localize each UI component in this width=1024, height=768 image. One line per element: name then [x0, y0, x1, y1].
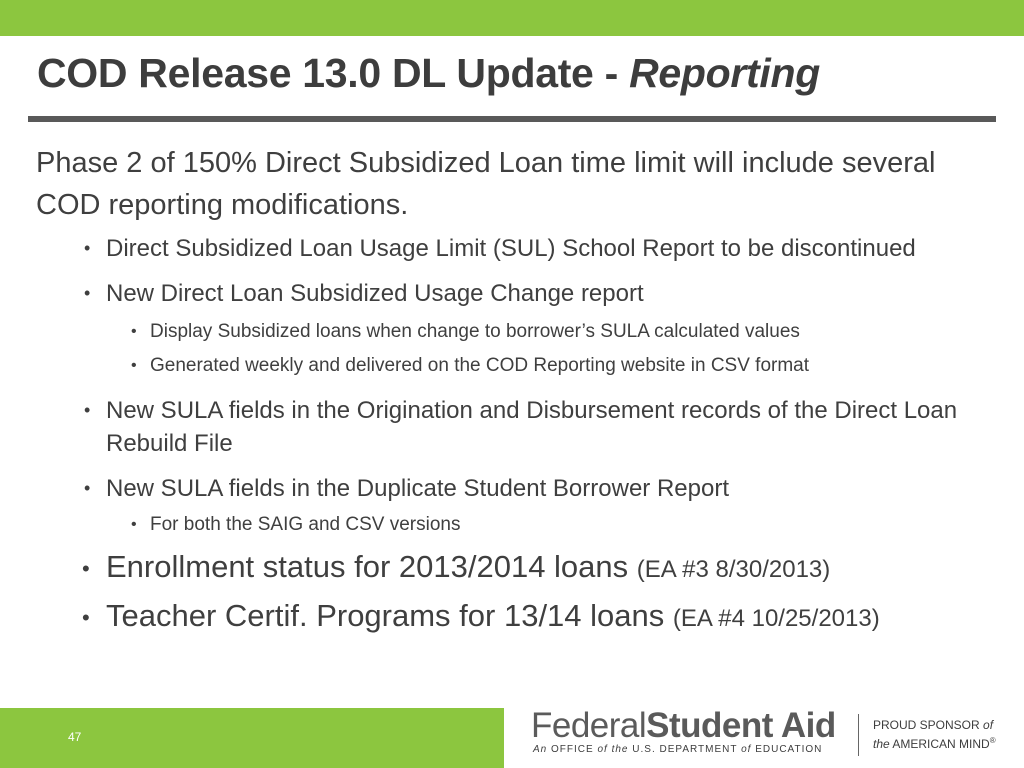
logo-subtitle: [533, 744, 822, 755]
sponsor-of: of: [983, 718, 994, 732]
page-number: 47: [68, 730, 82, 744]
sponsor-line1: PROUD SPONSOR: [873, 718, 984, 732]
major-bullet-text: Enrollment status for 2013/2014 loans: [106, 549, 637, 584]
title-divider: [28, 116, 996, 122]
bullet-item: [36, 277, 996, 310]
fsa-logo: [531, 706, 836, 746]
bullet-dot: •: [84, 400, 91, 420]
bullet-text: New Direct Loan Subsidized Usage Change report: [106, 280, 644, 307]
slide-body: [36, 142, 996, 639]
logo-subtitle-the: the: [607, 744, 633, 755]
sub-bullet-text: For both the SAIG and CSV versions: [150, 514, 461, 535]
major-bullet-item: [36, 596, 996, 639]
bullet-dot: •: [84, 478, 91, 498]
bullet-dot: •: [82, 556, 90, 581]
bullet-text: New SULA fields in the Duplicate Student Borrower Report: [106, 475, 729, 502]
bullet-item: [36, 394, 996, 460]
bullet-dot: •: [84, 238, 91, 258]
bullet-dot: •: [131, 357, 137, 374]
major-bullet-item: [36, 547, 996, 590]
logo-subtitle-edu: EDUCATION: [751, 744, 823, 755]
sub-bullet-text: Display Subsidized loans when change to borrower’s SULA calculated values: [150, 321, 800, 342]
top-accent-band: [0, 0, 1024, 36]
bullet-text: Direct Subsidized Loan Usage Limit (SUL) School Report to be discontinued: [106, 235, 916, 262]
logo-subtitle-of: of: [597, 744, 608, 755]
logo-divider: [858, 714, 859, 756]
sub-bullet-item: [36, 354, 996, 378]
sponsor-line2: AMERICAN MIND: [889, 737, 990, 751]
logo-subtitle-an: An: [533, 744, 548, 755]
sponsor-the: the: [873, 737, 890, 751]
sub-bullet-item: [36, 513, 996, 537]
logo-subtitle-office: OFFICE: [547, 744, 598, 755]
bullet-text: New SULA fields in the Origination and Disbursement records of the Direct Loan Rebuild File: [106, 397, 958, 457]
major-bullet-note: (EA #3 8/30/2013): [636, 556, 831, 583]
sub-bullet-text: Generated weekly and delivered on the COD Reporting website in CSV format: [150, 355, 810, 376]
bullet-dot: •: [84, 283, 91, 303]
intro-paragraph: Phase 2 of 150% Direct Subsidized Loan time limit will include several COD reporting modifications.: [36, 147, 936, 221]
logo-student-aid: Student Aid: [646, 706, 836, 745]
bullet-dot: •: [82, 605, 90, 630]
major-bullet-text: Teacher Certif. Programs for 13/14 loans: [106, 598, 673, 633]
logo-federal: Federal: [531, 706, 647, 745]
registered-mark: ®: [989, 736, 996, 745]
bullet-dot: •: [131, 516, 137, 533]
bullet-dot: •: [131, 323, 137, 340]
title-italic: Reporting: [629, 50, 820, 96]
sub-bullet-item: [36, 320, 996, 344]
bullet-item: [36, 232, 996, 265]
logo-subtitle-of: of: [741, 744, 752, 755]
slide-title: [37, 50, 820, 97]
sponsor-tagline: [873, 718, 996, 752]
bullet-item: [36, 472, 996, 505]
title-main: COD Release 13.0 DL Update -: [37, 50, 630, 96]
logo-subtitle-dept: U.S. DEPARTMENT: [632, 744, 742, 755]
major-bullet-note: (EA #4 10/25/2013): [672, 605, 880, 632]
